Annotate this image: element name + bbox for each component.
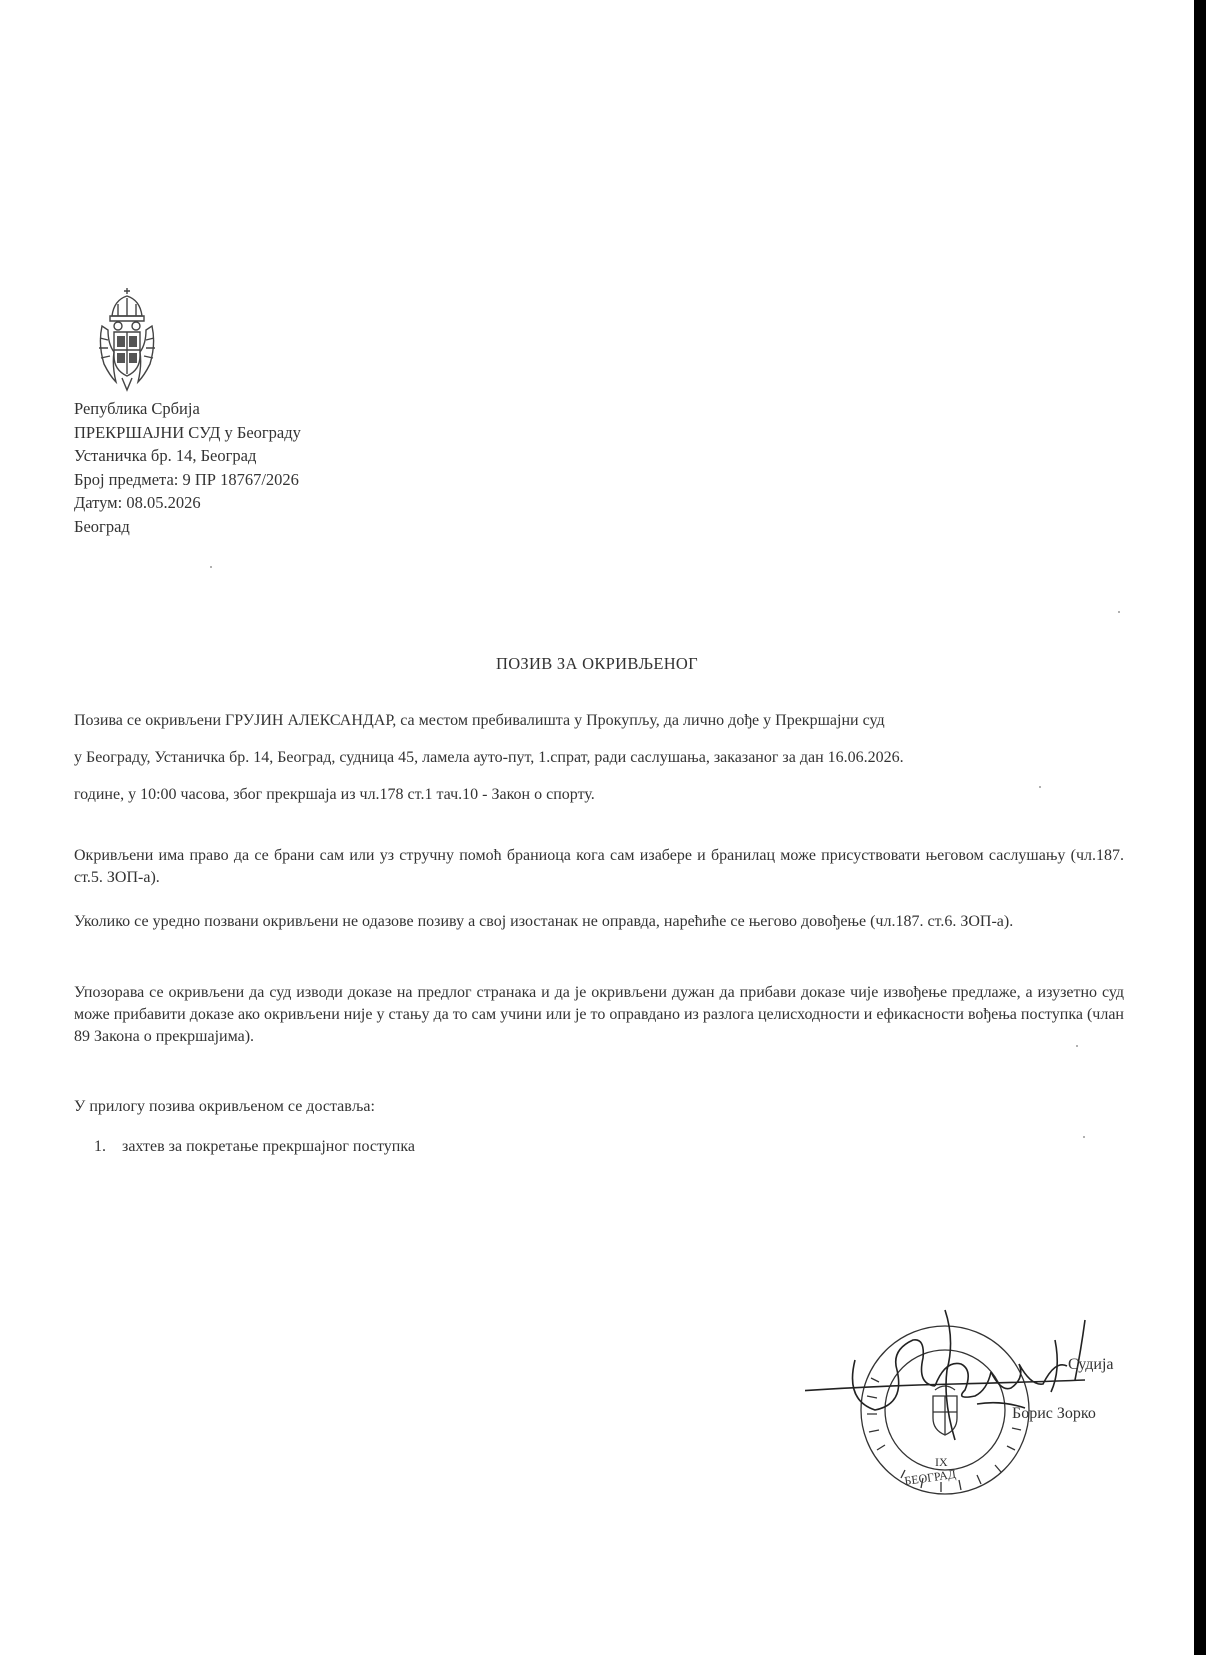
judge-name: Борис Зорко xyxy=(1012,1405,1096,1422)
summons-line: године, у 10:00 часова, због прекршаја из чл.178 ст.1 тач.10 - Закон о спорту. xyxy=(74,786,595,803)
summons-line: Позива се окривљени ГРУЈИН АЛЕКСАНДАР, са местом пребивалишта у Прокупљу, да лично дође у Прекршајни суд xyxy=(74,712,885,729)
country-name: Република Србија xyxy=(74,399,200,418)
list-item: захтев за покретање прекршајног поступка xyxy=(122,1138,415,1155)
svg-text:IX: IX xyxy=(935,1455,948,1469)
scan-speck xyxy=(1083,1136,1085,1138)
court-name: ПРЕКРШАЈНИ СУД у Београду xyxy=(74,422,301,442)
city-name: Београд xyxy=(74,516,130,536)
judge-title: Судија xyxy=(1068,1356,1114,1373)
svg-text:БЕОГРАД: БЕОГРАД xyxy=(903,1466,957,1488)
rights-paragraph: Окривљени има право да се брани сам или уз стручну помоћ браниоца кога сам изабере и бранилац може присуствовати његовом саслушању (чл.187. ст.5. ЗОП-а). xyxy=(74,847,1124,886)
attachments-list xyxy=(94,1138,415,1156)
court-header xyxy=(74,397,301,538)
warning-paragraph: Уколико се уредно позвани окривљени не одазове позиву а свој изостанак не оправда, нарећиће се његово довођење (чл.187. ст.6. ЗОП-а). xyxy=(74,913,1014,930)
scan-speck xyxy=(1039,786,1041,788)
court-seal-stamp xyxy=(805,1300,1150,1520)
summons-line: у Београду, Устаничка бр. 14, Београд, судница 45, ламела ауто-пут, 1.спрат, ради саслушања, заказаног за дан 16.06.2026. xyxy=(74,749,904,766)
list-item-number: 1. xyxy=(94,1138,106,1155)
court-address: Устаничка бр. 14, Београд xyxy=(74,446,257,465)
scan-speck xyxy=(210,566,212,568)
coat-of-arms-icon xyxy=(94,286,160,392)
attachments-title: У прилогу позива окривљеном се доставља: xyxy=(74,1098,375,1115)
case-number: Број предмета: 9 ПР 18767/2026 xyxy=(74,469,299,489)
summons-paragraph xyxy=(74,702,1134,813)
evidence-paragraph: Упозорава се окривљени да суд изводи доказе на предлог странака и да је окривљени дужан да прибави доказе чије извођење предлаже, а изузетно суд може прибавити доказе ако окривљени није у стању да то сам учини или је то оправдано из разлога целисходности и ефикасности вођења поступка (члан 89 Закона о прекршајима). xyxy=(74,984,1124,1045)
scan-edge xyxy=(1194,0,1206,1655)
document-title: ПОЗИВ ЗА ОКРИВЉЕНОГ xyxy=(495,654,698,673)
scan-speck xyxy=(1076,1045,1078,1047)
document-date: Датум: 08.05.2026 xyxy=(74,493,201,512)
scan-speck xyxy=(1118,611,1120,613)
